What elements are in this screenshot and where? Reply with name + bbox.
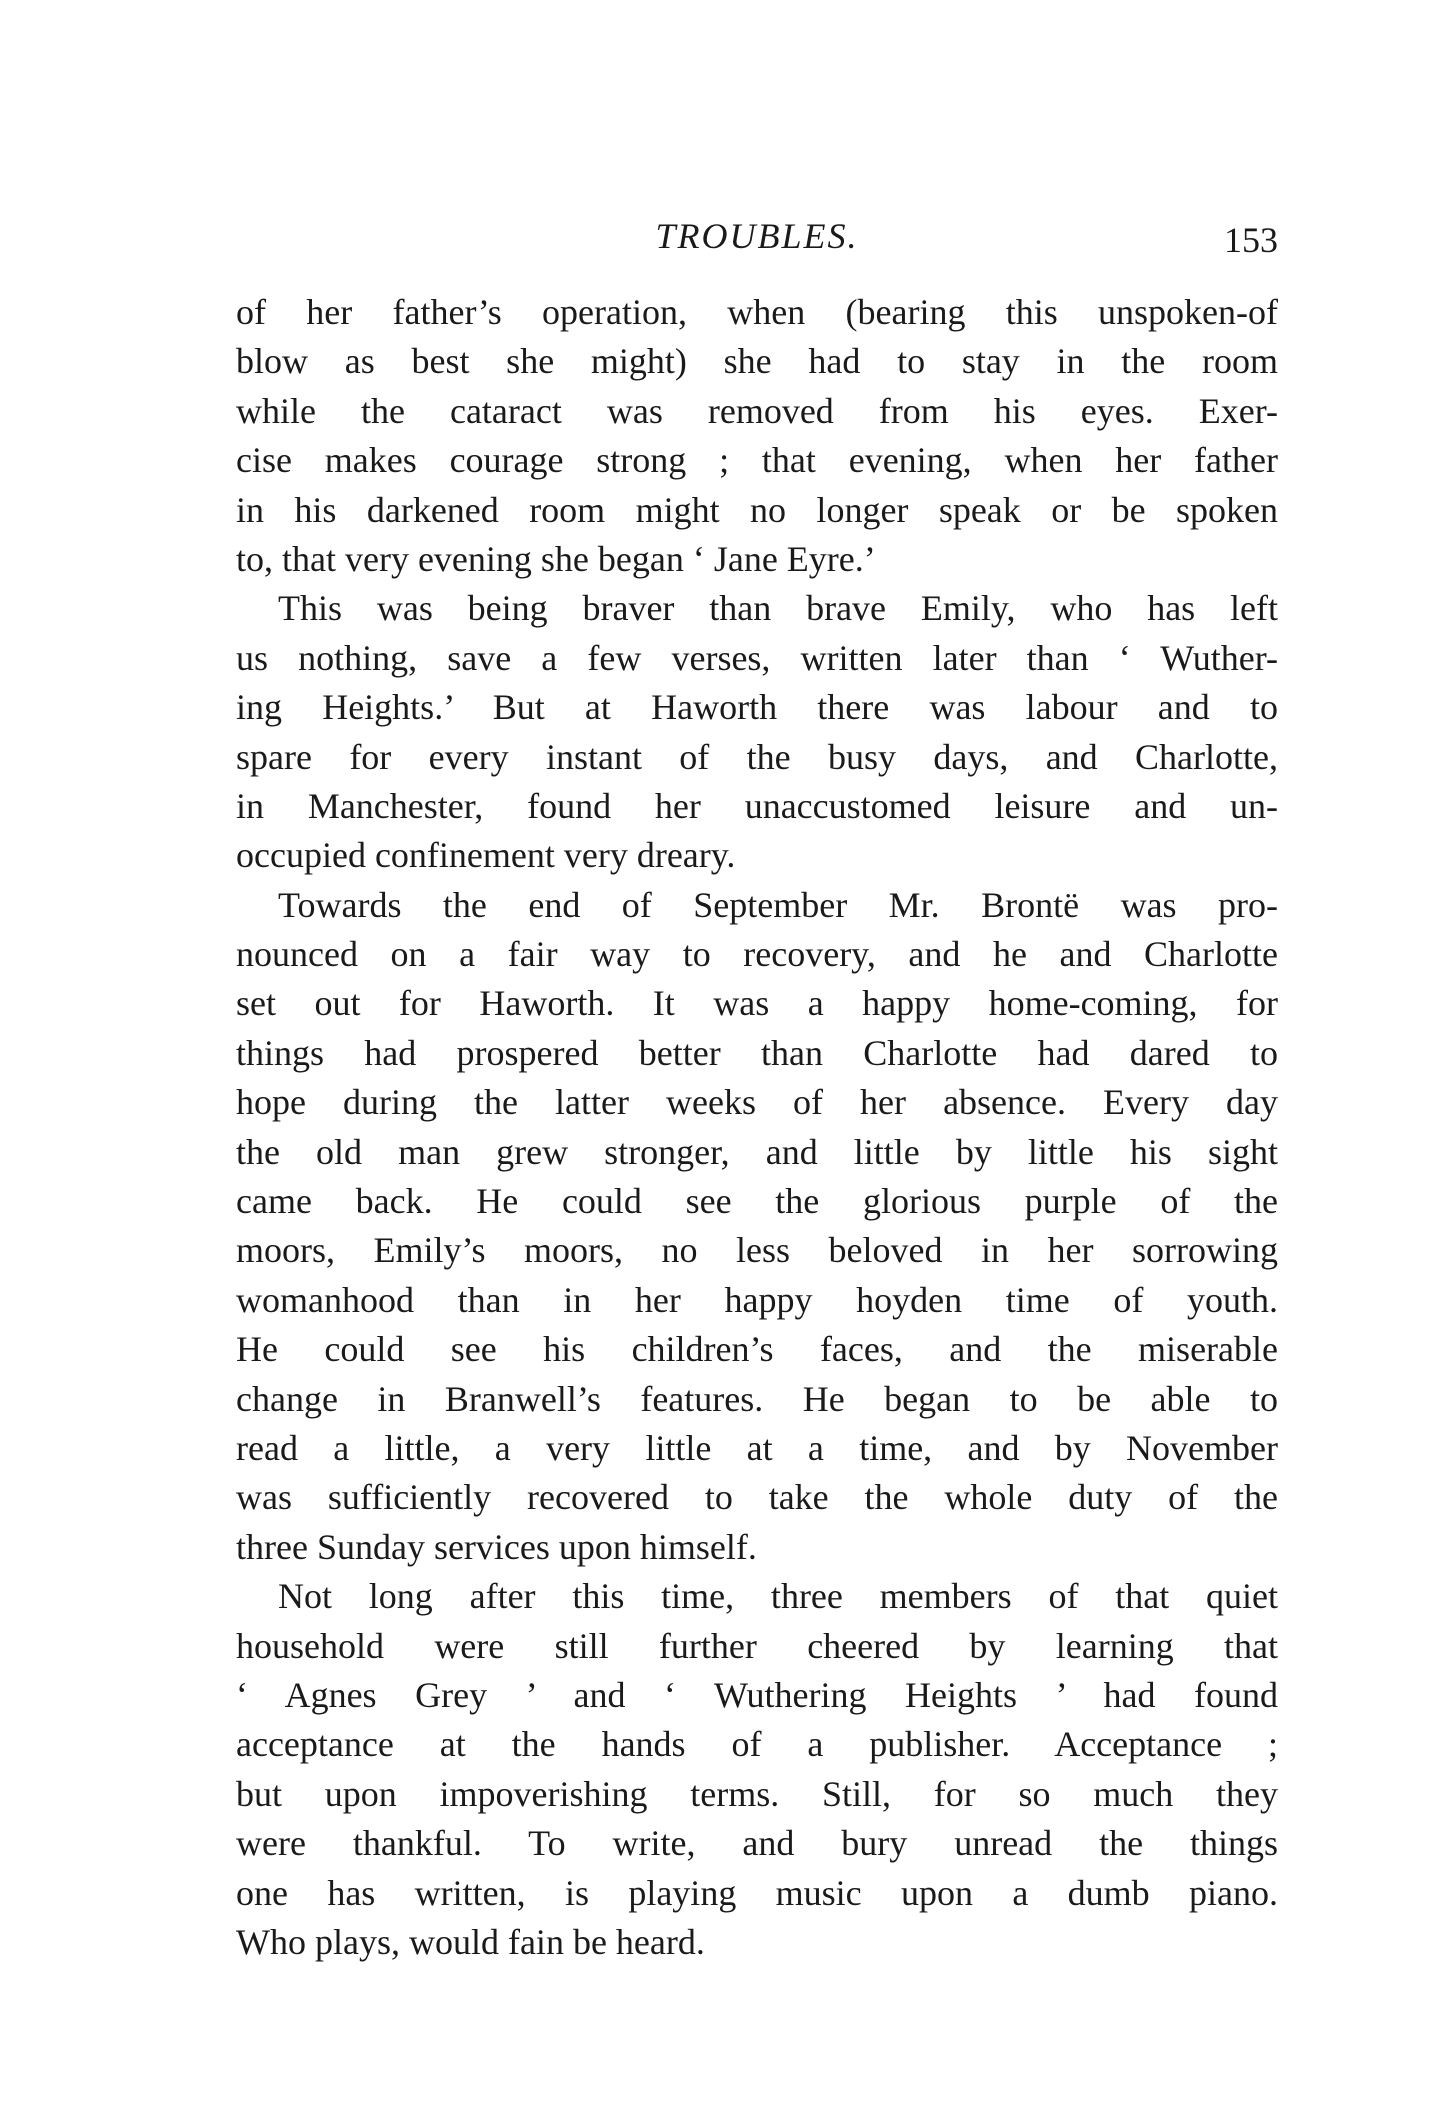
text-line: to, that very evening she began ‘ Jane Eyre.’ <box>236 538 876 579</box>
text-line: cise makes courage strong ; that evening, when her father <box>236 440 1278 481</box>
text-line: set out for Haworth. It was a happy home-coming, for <box>236 983 1278 1024</box>
text-line: three Sunday services upon himself. <box>236 1526 757 1567</box>
text-line: in Manchester, found her unaccustomed leisure and un- <box>236 785 1278 826</box>
text-line: hope during the latter weeks of her absence. Every day <box>236 1082 1278 1123</box>
text-line: moors, Emily’s moors, no less beloved in her sorrowing <box>236 1230 1278 1271</box>
paragraph-2 <box>236 584 1278 880</box>
text-line: blow as best she might) she had to stay in the room <box>236 341 1278 382</box>
text-line: acceptance at the hands of a publisher. Acceptance ; <box>236 1724 1278 1765</box>
text-line: Who plays, would fain be heard. <box>236 1921 705 1962</box>
text-line: He could see his children’s faces, and the miserable <box>236 1329 1278 1370</box>
running-head <box>236 212 1278 272</box>
text-line: read a little, a very little at a time, and by November <box>236 1427 1278 1468</box>
text-line: womanhood than in her happy hoyden time of youth. <box>236 1279 1278 1320</box>
text-line: nounced on a fair way to recovery, and he and Charlotte <box>236 934 1278 975</box>
text-line: occupied confinement very dreary. <box>236 835 736 876</box>
text-line: This was being braver than brave Emily, who has left <box>278 588 1278 629</box>
page-number: 153 <box>1224 220 1278 260</box>
text-line: came back. He could see the glorious purple of the <box>236 1181 1278 1222</box>
text-line: of her father’s operation, when (bearing this unspoken-of <box>236 292 1278 332</box>
text-line: us nothing, save a few verses, written later than ‘ Wuther- <box>236 637 1278 678</box>
text-line: ing Heights.’ But at Haworth there was labour and to <box>236 687 1278 728</box>
text-line: one has written, is playing music upon a dumb piano. <box>236 1872 1278 1913</box>
text-line: in his darkened room might no longer speak or be spoken <box>236 489 1278 530</box>
text-line: household were still further cheered by learning that <box>236 1625 1278 1666</box>
paragraph-3 <box>236 881 1278 1572</box>
text-line: while the cataract was removed from his eyes. Exer- <box>236 390 1278 431</box>
text-line: things had prospered better than Charlotte had dared to <box>236 1032 1278 1073</box>
body-text <box>236 288 1278 1967</box>
text-line: spare for every instant of the busy days, and Charlotte, <box>236 736 1278 777</box>
paragraph-1 <box>236 288 1278 584</box>
text-line: were thankful. To write, and bury unread the things <box>236 1823 1278 1864</box>
text-line: the old man grew stronger, and little by little his sight <box>236 1131 1278 1172</box>
text-line: change in Branwell’s features. He began to be able to <box>236 1378 1278 1419</box>
text-line: ‘ Agnes Grey ’ and ‘ Wuthering Heights ’ had found <box>236 1674 1278 1715</box>
text-line: but upon impoverishing terms. Still, for so much they <box>236 1773 1278 1814</box>
text-line: was sufficiently recovered to take the whole duty of the <box>236 1477 1278 1518</box>
text-line: Not long after this time, three members of that quiet <box>278 1576 1278 1617</box>
paragraph-4 <box>236 1572 1278 1967</box>
text-line: Towards the end of September Mr. Brontë was pro- <box>278 884 1278 925</box>
running-title: TROUBLES. <box>655 216 859 256</box>
